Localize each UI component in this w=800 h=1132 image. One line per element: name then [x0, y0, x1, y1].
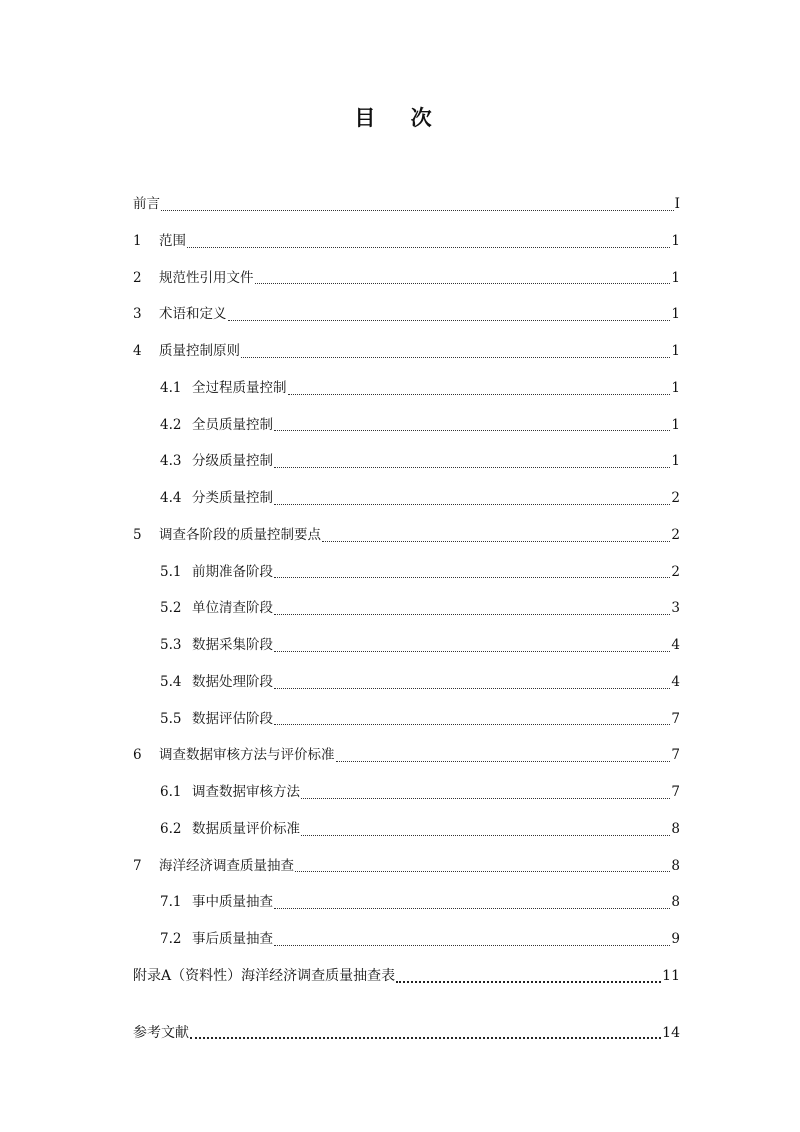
toc-entry-text: 前言 — [133, 196, 160, 212]
toc-entry-label — [160, 590, 273, 627]
toc-entry-page: 7 — [671, 710, 680, 727]
toc-entry-number: 6 — [133, 747, 142, 764]
toc-entry-text: 事中质量抽查 — [192, 894, 273, 911]
toc-entry-number: 2 — [133, 269, 142, 286]
dot-leader — [274, 430, 670, 431]
toc-entry[interactable] — [133, 884, 680, 921]
toc-entry-page: 2 — [671, 490, 680, 506]
toc-entry-text: 数据评估阶段 — [192, 710, 273, 727]
toc-entry[interactable] — [133, 774, 680, 811]
toc-entry[interactable] — [133, 811, 680, 848]
toc-entry-number: 5.2 — [160, 600, 182, 617]
dot-leader — [255, 283, 671, 284]
toc-entry[interactable] — [133, 296, 680, 333]
toc-entry-label — [160, 627, 273, 664]
dot-leader — [336, 761, 671, 762]
toc-entry[interactable] — [133, 958, 680, 995]
toc-entry[interactable] — [133, 848, 680, 885]
toc-entry-text: 数据处理阶段 — [192, 673, 273, 690]
dot-leader — [274, 504, 670, 505]
toc-entry-number: 3 — [133, 306, 142, 323]
toc-entry-label — [160, 554, 273, 591]
toc-entry-number: 5.5 — [160, 710, 182, 727]
toc-entry[interactable] — [133, 921, 680, 958]
toc-entry-label — [160, 480, 273, 517]
toc-entry-label — [133, 848, 294, 885]
toc-entry-page: 1 — [671, 232, 680, 249]
toc-entry-number: 4.2 — [160, 416, 182, 433]
dot-leader — [274, 908, 670, 909]
toc-entry-page: 4 — [671, 673, 680, 690]
toc-entry[interactable] — [133, 223, 680, 260]
dot-leader — [187, 247, 670, 248]
dot-leader — [241, 357, 670, 358]
toc-entry-page: 8 — [671, 894, 680, 911]
toc-entry[interactable] — [133, 517, 680, 554]
toc-entry-label — [133, 333, 240, 370]
toc-entry-page: 8 — [671, 820, 680, 837]
toc-entry-label — [160, 774, 300, 811]
toc-entry-page: I — [674, 196, 680, 212]
dot-leader — [228, 320, 671, 321]
table-of-contents — [133, 186, 680, 1051]
toc-entry[interactable] — [133, 737, 680, 774]
toc-entry-page: 1 — [671, 416, 680, 433]
toc-entry-number: 6.1 — [160, 784, 182, 800]
toc-entry-text: 调查数据审核方法与评价标准 — [159, 747, 335, 764]
toc-entry[interactable] — [133, 664, 680, 701]
toc-entry[interactable] — [133, 186, 680, 223]
toc-entry-text: 范围 — [159, 232, 186, 249]
toc-entry-text: 调查数据审核方法 — [192, 784, 300, 800]
toc-entry-page: 1 — [671, 379, 680, 396]
dot-leader — [274, 467, 670, 468]
toc-entry-page: 8 — [671, 857, 680, 874]
toc-entry[interactable] — [133, 407, 680, 444]
toc-entry[interactable] — [133, 590, 680, 627]
toc-entry-number: 5.1 — [160, 563, 182, 580]
toc-entry[interactable] — [133, 1015, 680, 1052]
dot-leader — [274, 688, 670, 689]
dot-leader — [295, 871, 670, 872]
toc-entry-number: 4.4 — [160, 490, 182, 506]
dot-leader — [274, 577, 670, 578]
toc-entry-text: 调查各阶段的质量控制要点 — [159, 526, 321, 543]
dot-leader — [161, 210, 674, 211]
dot-leader — [396, 981, 661, 983]
toc-entry-text: 分类质量控制 — [192, 490, 273, 506]
toc-entry-text: 前期准备阶段 — [192, 563, 273, 580]
toc-entry-label — [133, 958, 395, 995]
toc-entry-label — [133, 296, 227, 333]
toc-entry-number: 7.2 — [160, 931, 182, 947]
toc-entry-label — [160, 370, 287, 407]
toc-entry-text: 质量控制原则 — [159, 343, 240, 359]
toc-entry-text: 规范性引用文件 — [159, 269, 254, 286]
toc-entry-label — [133, 517, 321, 554]
toc-entry-page: 2 — [671, 526, 680, 543]
toc-entry[interactable] — [133, 701, 680, 738]
toc-entry-number: 4.1 — [160, 379, 182, 396]
page-title: 目 次 — [354, 106, 446, 130]
toc-entry[interactable] — [133, 627, 680, 664]
toc-entry-text: 事后质量抽查 — [192, 931, 273, 947]
toc-entry-text: 海洋经济调查质量抽查 — [159, 857, 294, 874]
toc-entry-number: 5.3 — [160, 637, 182, 653]
toc-entry-text: 参考文献 — [133, 1024, 189, 1041]
toc-entry-label — [133, 223, 186, 260]
toc-entry[interactable] — [133, 443, 680, 480]
toc-entry-label — [160, 884, 273, 921]
dot-leader — [274, 614, 670, 615]
toc-entry-text: 术语和定义 — [159, 306, 227, 323]
toc-entry-number: 4 — [133, 343, 142, 359]
toc-entry-text: 分级质量控制 — [192, 453, 273, 470]
toc-entry-number: 7 — [133, 857, 142, 874]
toc-entry-text: 数据质量评价标准 — [192, 820, 300, 837]
toc-entry[interactable] — [133, 260, 680, 297]
toc-entry-label — [133, 1015, 189, 1052]
toc-entry-label — [160, 811, 300, 848]
toc-entry-page: 2 — [671, 563, 680, 580]
toc-entry-label — [160, 664, 273, 701]
toc-entry-page: 1 — [671, 453, 680, 470]
toc-entry-page: 1 — [671, 306, 680, 323]
toc-entry[interactable] — [133, 554, 680, 591]
toc-entry-text: 附录A（资料性）海洋经济调查质量抽查表 — [133, 967, 396, 984]
toc-entry-label — [133, 260, 254, 297]
toc-entry-text: 全员质量控制 — [192, 416, 273, 433]
toc-entry-page: 11 — [662, 967, 680, 984]
dot-leader — [274, 651, 670, 652]
toc-entry-number: 4.3 — [160, 453, 182, 470]
toc-entry-page: 7 — [671, 784, 680, 800]
dot-leader — [274, 724, 670, 725]
toc-entry-label — [160, 443, 273, 480]
toc-entry-label — [160, 701, 273, 738]
toc-entry[interactable] — [133, 370, 680, 407]
toc-entry-page: 1 — [671, 343, 680, 359]
dot-leader — [274, 945, 670, 946]
toc-entry-page: 7 — [671, 747, 680, 764]
toc-entry-page: 1 — [671, 269, 680, 286]
toc-entry-number: 7.1 — [160, 894, 182, 911]
toc-entry[interactable] — [133, 333, 680, 370]
dot-leader — [301, 835, 670, 836]
toc-entry-label — [133, 186, 160, 223]
toc-entry-text: 数据采集阶段 — [192, 637, 273, 653]
toc-entry-label — [133, 737, 335, 774]
toc-entry-page: 4 — [671, 637, 680, 653]
toc-entry-text: 全过程质量控制 — [192, 379, 287, 396]
toc-entry-number: 1 — [133, 232, 142, 249]
toc-entry-page: 14 — [662, 1024, 680, 1041]
toc-entry-text: 单位清查阶段 — [192, 600, 273, 617]
toc-entry-number: 5.4 — [160, 673, 182, 690]
dot-leader — [322, 541, 670, 542]
dot-leader — [301, 798, 670, 799]
dot-leader — [288, 394, 671, 395]
toc-entry-page: 3 — [671, 600, 680, 617]
toc-entry-label — [160, 921, 273, 958]
dot-leader — [190, 1037, 661, 1039]
toc-entry-page: 9 — [671, 931, 680, 947]
toc-entry-label — [160, 407, 273, 444]
toc-entry[interactable] — [133, 480, 680, 517]
toc-entry-number: 6.2 — [160, 820, 182, 837]
toc-entry-number: 5 — [133, 526, 142, 543]
